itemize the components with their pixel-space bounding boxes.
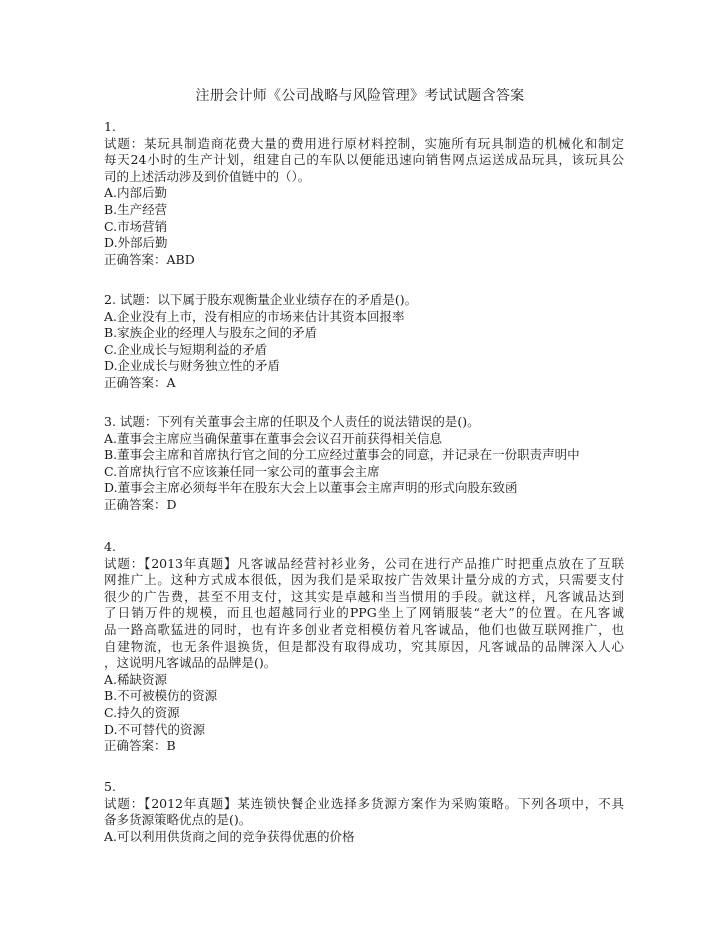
option-a: A.企业没有上市，没有相应的市场来估计其资本回报率 [104,308,405,324]
option-d: D.企业成长与财务独立性的矛盾 [104,358,281,374]
option-a: A.内部后勤 [104,185,168,201]
question-stem-line: 网推广上。这种方式成本很低，因为我们是采取按广告效果计量分成的方式，只需要支付 [104,572,624,588]
question-stem-line: ，这说明凡客诚品的品牌是()。 [104,655,277,671]
correct-answer: 正确答案：D [104,496,177,512]
question-3 [104,414,624,514]
question-stem-line: 试题：【2013年真题】凡客诚品经营衬衫业务，公司在进行产品推广时把重点放在了互联 [104,555,624,571]
question-1 [104,119,624,268]
question-stem: 3. 试题：下列有关董事会主席的任职及个人责任的说法错误的是()。 [104,414,480,429]
option-b: B.不可被模仿的资源 [104,688,218,704]
question-number: 4. [104,539,116,554]
correct-answer: 正确答案：ABD [104,251,195,267]
question-stem-line: 试题：某玩具制造商花费大量的费用进行原材料控制，实施所有玩具制造的机械化和制定 [104,135,624,151]
question-stem-line: 每天24小时的生产计划，组建自己的车队以便能迅速向销售网点运送成品玩具，该玩具公 [104,152,624,168]
question-2 [104,292,624,392]
option-d: D.外部后勤 [104,235,168,251]
option-a: A.稀缺资源 [104,671,168,687]
question-5 [104,779,624,845]
question-stem-line: 了日销万件的规模，而且也超越同行业的PPG坐上了网销服装“老大”的位置。在凡客诚 [104,605,624,621]
question-number: 5. [104,779,116,794]
option-c: C.持久的资源 [104,704,180,720]
question-stem-line: 备多货源策略优点的是()。 [104,812,252,828]
option-b: B.家族企业的经理人与股东之间的矛盾 [104,325,318,341]
option-a: A.可以利用供货商之间的竞争获得优惠的价格 [104,828,355,844]
option-c: C.企业成长与短期利益的矛盾 [104,341,268,357]
option-c: C.首席执行官不应该兼任同一家公司的董事会主席 [104,463,380,479]
question-stem-line: 司的上述活动涉及到价值链中的（）。 [104,168,311,184]
document-title: 注册会计师《公司战略与风险管理》考试试题含答案 [195,88,525,104]
question-stem-line: 试题：【2012年真题】某连锁快餐企业选择多货源方案作为采购策略。下列各项中，不具 [104,795,624,811]
option-b: B.董事会主席和首席执行官之间的分工应经过董事会的同意，并记录在一份职责声明中 [104,447,580,463]
option-c: C.市场营销 [104,218,168,234]
correct-answer: 正确答案：B [104,738,176,754]
question-number: 1. [104,119,116,134]
question-stem-line: 品一路高歌猛进的同时，也有许多创业者竞相模仿着凡客诚品，他们也做互联网推广，也 [104,621,624,637]
option-d: D.不可替代的资源 [104,721,206,737]
question-4 [104,539,624,755]
question-stem-line: 很少的广告费，甚至不用支付，这其实是卓越和当当惯用的手段。就这样，凡客诚品达到 [104,588,624,604]
option-b: B.生产经营 [104,201,168,217]
option-a: A.董事会主席应当确保董事在董事会会议召开前获得相关信息 [104,430,443,446]
option-d: D.董事会主席必须每半年在股东大会上以董事会主席声明的形式向股东致函 [104,480,518,496]
question-stem-line: 自建物流，也无条件退换货，但是都没有取得成功，究其原因，凡客诚品的品牌深入人心 [104,638,624,654]
question-stem: 2. 试题：以下属于股东观衡量企业业绩存在的矛盾是()。 [104,292,418,307]
correct-answer: 正确答案：A [104,374,176,390]
